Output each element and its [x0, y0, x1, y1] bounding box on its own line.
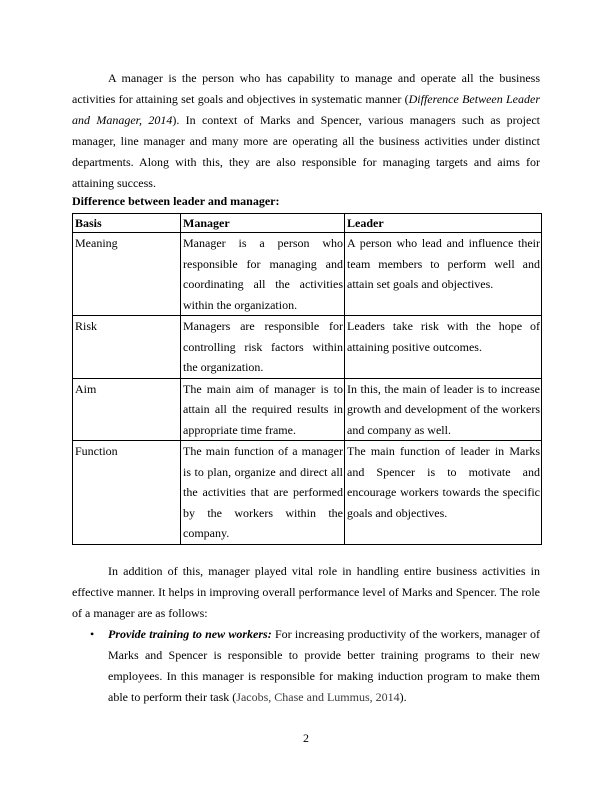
row-basis: Risk — [73, 316, 181, 379]
intro-text-end: ). In context of Marks and Spencer, various managers such as project manager, line manager and many more are operating all the business activities under distinct departments. Along with this, they are also responsible for managing targets and aims for attaining success. — [72, 113, 541, 190]
header-manager: Manager — [181, 214, 345, 233]
bullet-title: Provide training to new workers: — [108, 626, 272, 641]
table-row — [73, 441, 542, 545]
table-row — [73, 316, 542, 379]
intro-text: A manager is the person who has capability to manage and operate all the business activities for attaining set goals and objectives in systematic manner ( — [72, 71, 540, 106]
header-leader: Leader — [345, 214, 542, 233]
document-body — [72, 68, 540, 708]
bullet-end: ). — [399, 689, 407, 704]
row-manager: The main aim of manager is to attain all the required results in appropriate time frame. — [181, 378, 345, 441]
second-paragraph: In addition of this, manager played vital role in handling entire business activities in effective manner. It helps in improving overall performance level of Marks and Spencer. The role of a manager are as follows: — [72, 563, 540, 620]
bullet-text: For increasing productivity of the workers, manager of Marks and Spencer is responsible to provide better training programs to their new employees. In this manager is responsible for making induction program to make them able to perform their task ( — [108, 626, 540, 704]
bullet-icon: • — [90, 626, 95, 641]
row-manager: Managers are responsible for controlling risk factors within the organization. — [181, 316, 345, 379]
intro-paragraph — [72, 68, 540, 194]
row-basis: Meaning — [73, 233, 181, 316]
table-header-row — [73, 214, 542, 233]
row-leader: Leaders take risk with the hope of attaining positive outcomes. — [345, 316, 542, 379]
bullet-citation: Jacobs, Chase and Lummus, 2014 — [236, 689, 400, 704]
page-number: 2 — [303, 731, 309, 745]
roles-list — [72, 624, 540, 708]
row-leader: In this, the main of leader is to increase growth and development of the workers and company as well. — [345, 378, 542, 441]
row-leader: A person who lead and influence their team members to perform well and attain set goals and objectives. — [345, 233, 542, 316]
header-basis: Basis — [73, 214, 181, 233]
section-heading: Difference between leader and manager: — [72, 194, 280, 208]
table-row — [73, 378, 542, 441]
table-row — [73, 233, 542, 316]
comparison-table — [72, 213, 542, 545]
row-manager: Manager is a person who responsible for managing and coordinating all the activities within the organization. — [181, 233, 345, 316]
row-basis: Function — [73, 441, 181, 545]
row-manager: The main function of a manager is to plan, organize and direct all the activities that are performed by the workers within the company. — [181, 441, 345, 545]
intro-citation: Difference Between Leader and Manager, 2014 — [72, 92, 541, 127]
list-item — [72, 624, 540, 708]
row-leader: The main function of leader in Marks and Spencer is to motivate and encourage workers towards the specific goals and objectives. — [345, 441, 542, 545]
row-basis: Aim — [73, 378, 181, 441]
